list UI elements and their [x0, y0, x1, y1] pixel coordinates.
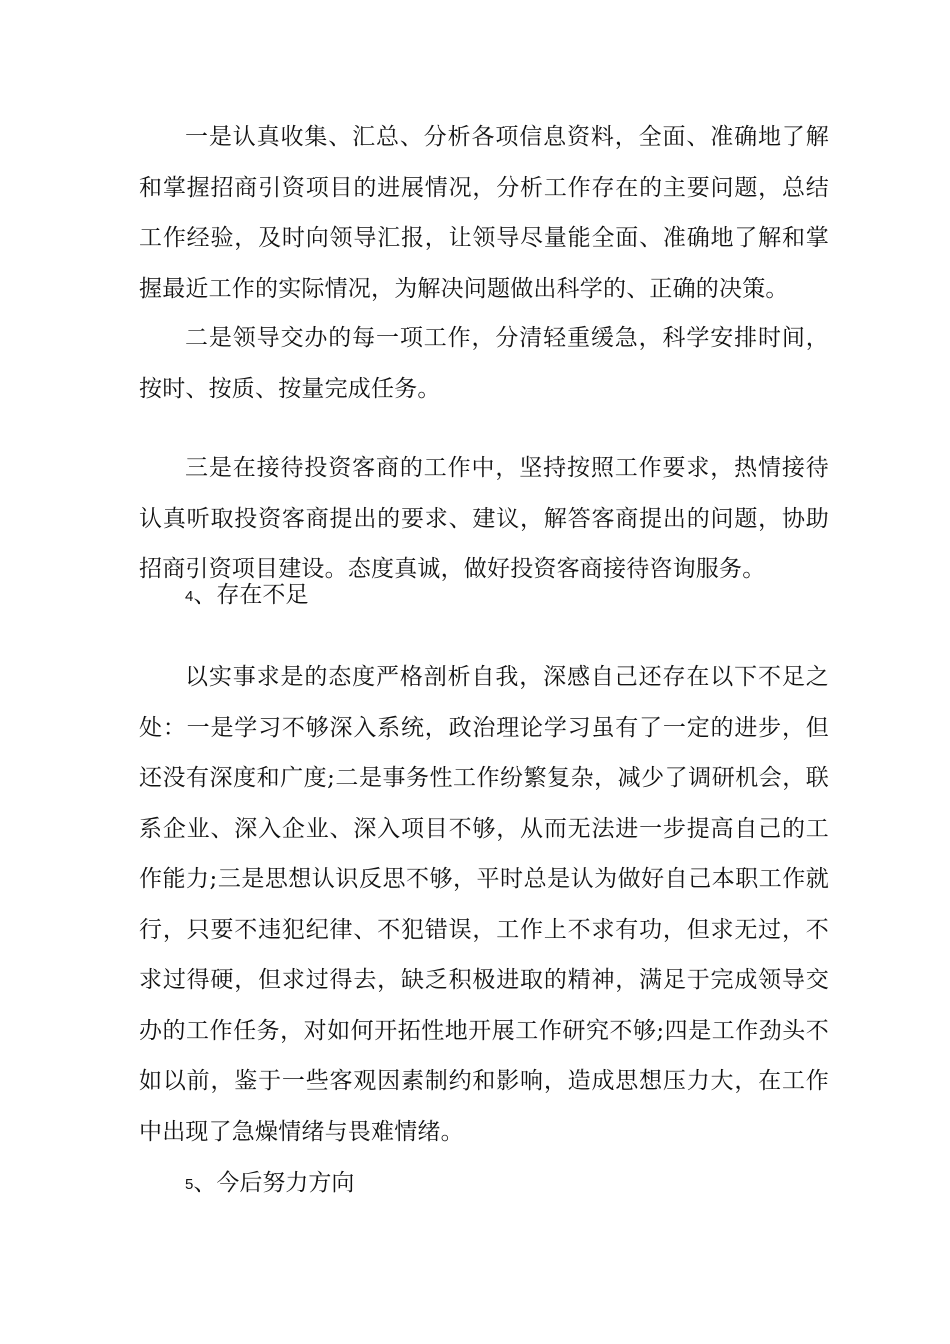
paragraph-assigned-tasks: 二是领导交办的每一项工作，分清轻重缓急，科学安排时间，按时、按质、按量完成任务。 [139, 325, 829, 402]
section-heading-shortcomings [185, 580, 308, 612]
paragraph-info-collection: 一是认真收集、汇总、分析各项信息资料，全面、准确地了解和掌握招商引资项目的进展情况，分析工作存在的主要问题，总结工作经验，及时向领导汇报，让领导尽量能全面、准确地了解和掌握最近工作的实际情况，为解决问题做出科学的、正确的决策。 [139, 124, 829, 302]
section-number: 4 [185, 588, 194, 605]
paragraph-shortcomings: 以实事求是的态度严格剖析自我，深感自己还存在以下不足之处：一是学习不够深入系统，政治理论学习虽有了一定的进步，但还没有深度和广度;二是事务性工作纷繁复杂，减少了调研机会，联系企业、深入企业、深入项目不够，从而无法进一步提高自己的工作能力;三是思想认识反思不够，平时总是认为做好自己本职工作就行，只要不违犯纪律、不犯错误，工作上不求有功，但求无过，不求过得硬，但求过得去，缺乏积极进取的精神，满足于完成领导交办的工作任务，对如何开拓性地开展工作研究不够;四是工作劲头不如以前，鉴于一些客观因素制约和影响，造成思想压力大，在工作中出现了急燥情绪与畏难情绪。 [139, 664, 829, 1145]
paragraph-investor-reception: 三是在接待投资客商的工作中，坚持按照工作要求，热情接待认真听取投资客商提出的要求、建议，解答客商提出的问题，协助招商引资项目建设。态度真诚，做好投资客商接待咨询服务。 [139, 455, 829, 582]
section-title: 、存在不足 [193, 582, 309, 608]
section-number: 5 [185, 1176, 194, 1193]
section-heading-future-direction [185, 1168, 354, 1200]
section-title: 、今后努力方向 [193, 1170, 355, 1196]
